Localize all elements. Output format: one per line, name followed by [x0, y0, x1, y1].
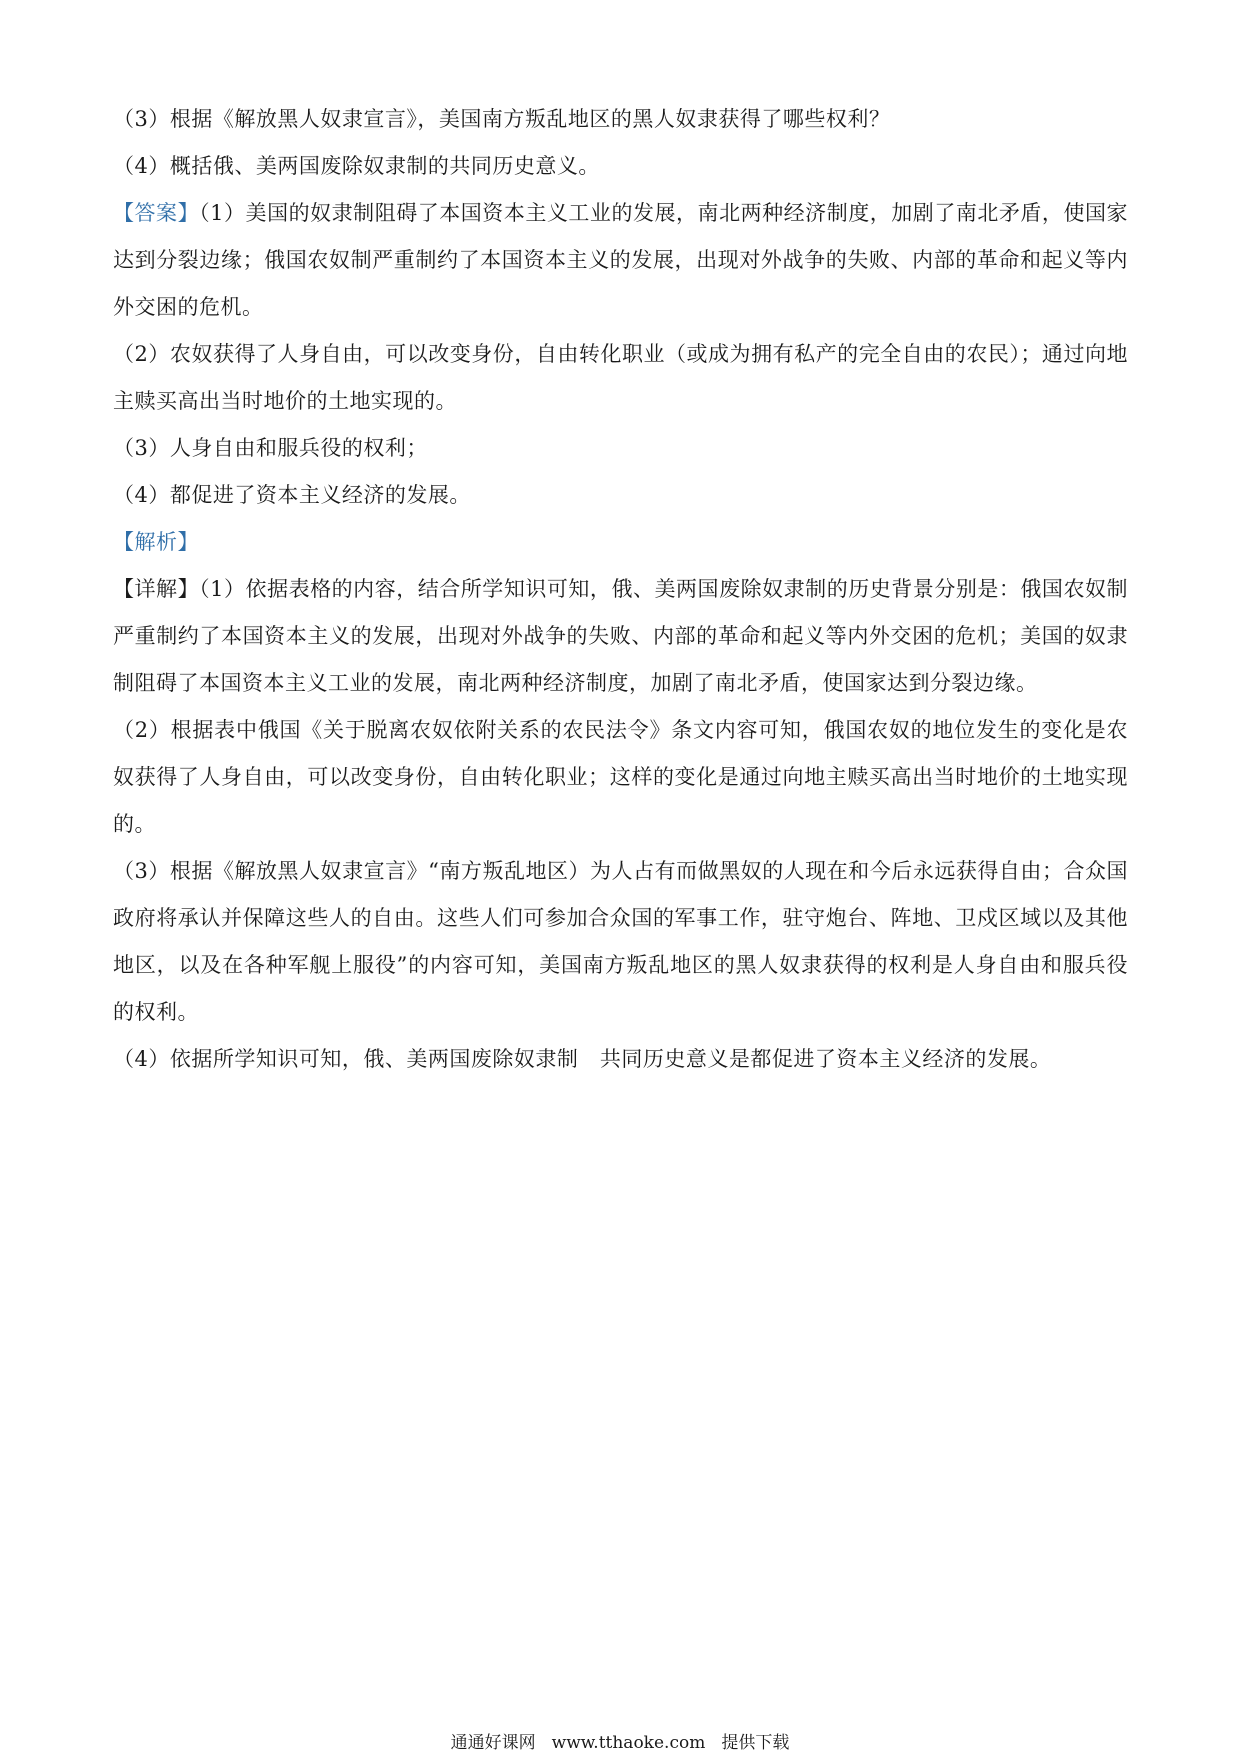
answer-4: （4）都促进了资本主义经济的发展。	[113, 483, 471, 507]
footer-site-name: 通通好课网	[450, 1733, 536, 1753]
page-footer	[0, 1732, 1240, 1754]
footer-url[interactable]: www.tthaoke.com	[551, 1733, 706, 1753]
detail-3: （3）根据《解放黑人奴隶宣言》“南方叛乱地区）为人占有而做黑奴的人现在和今后永远获得自由；合众国政府将承认并保障这些人的自由。这些人们可参加合众国的军事工作，驻守炮台、阵地、卫戍区域以及其他地区，以及在各种军舰上服役”的内容可知，美国南方叛乱地区的黑人奴隶获得的权利是人身自由和服兵役的权利。	[113, 859, 1128, 1024]
detail-4: （4）依据所学知识可知，俄、美两国废除奴隶制 共同历史意义是都促进了资本主义经济的发展。	[113, 1047, 1052, 1071]
answer-3: （3）人身自由和服兵役的权利；	[113, 436, 428, 460]
question-3: （3）根据《解放黑人奴隶宣言》，美国南方叛乱地区的黑人奴隶获得了哪些权利？	[113, 107, 891, 131]
footer-note: 提供下载	[721, 1733, 790, 1753]
question-4: （4）概括俄、美两国废除奴隶制的共同历史意义。	[113, 154, 600, 178]
detail-label: 【详解】	[113, 577, 200, 601]
analysis-label: 【解析】	[113, 530, 199, 554]
answer-label: 【答案】	[113, 201, 200, 225]
document-body	[113, 96, 1128, 1083]
answer-1-text: （1）美国的奴隶制阻碍了本国资本主义工业的发展，南北两种经济制度，加剧了南北矛盾，使国家达到分裂边缘；俄国农奴制严重制约了本国资本主义的发展，出现对外战争的失败、内部的革命和起义等内外交困的危机。	[113, 201, 1129, 319]
detail-1	[113, 566, 1128, 707]
answer-1	[113, 190, 1128, 331]
detail-2: （2）根据表中俄国《关于脱离农奴依附关系的农民法令》条文内容可知，俄国农奴的地位发生的变化是农奴获得了人身自由，可以改变身份，自由转化职业；这样的变化是通过向地主赎买高出当时地价的土地实现的。	[113, 718, 1128, 836]
detail-1-text: （1）依据表格的内容，结合所学知识可知，俄、美两国废除奴隶制的历史背景分别是：俄国农奴制严重制约了本国资本主义的发展，出现对外战争的失败、内部的革命和起义等内外交困的危机；美国的奴隶制阻碍了本国资本主义工业的发展，南北两种经济制度，加剧了南北矛盾，使国家达到分裂边缘。	[113, 577, 1129, 695]
answer-2: （2）农奴获得了人身自由，可以改变身份，自由转化职业（或成为拥有私产的完全自由的农民）；通过向地主赎买高出当时地价的土地实现的。	[113, 342, 1128, 413]
